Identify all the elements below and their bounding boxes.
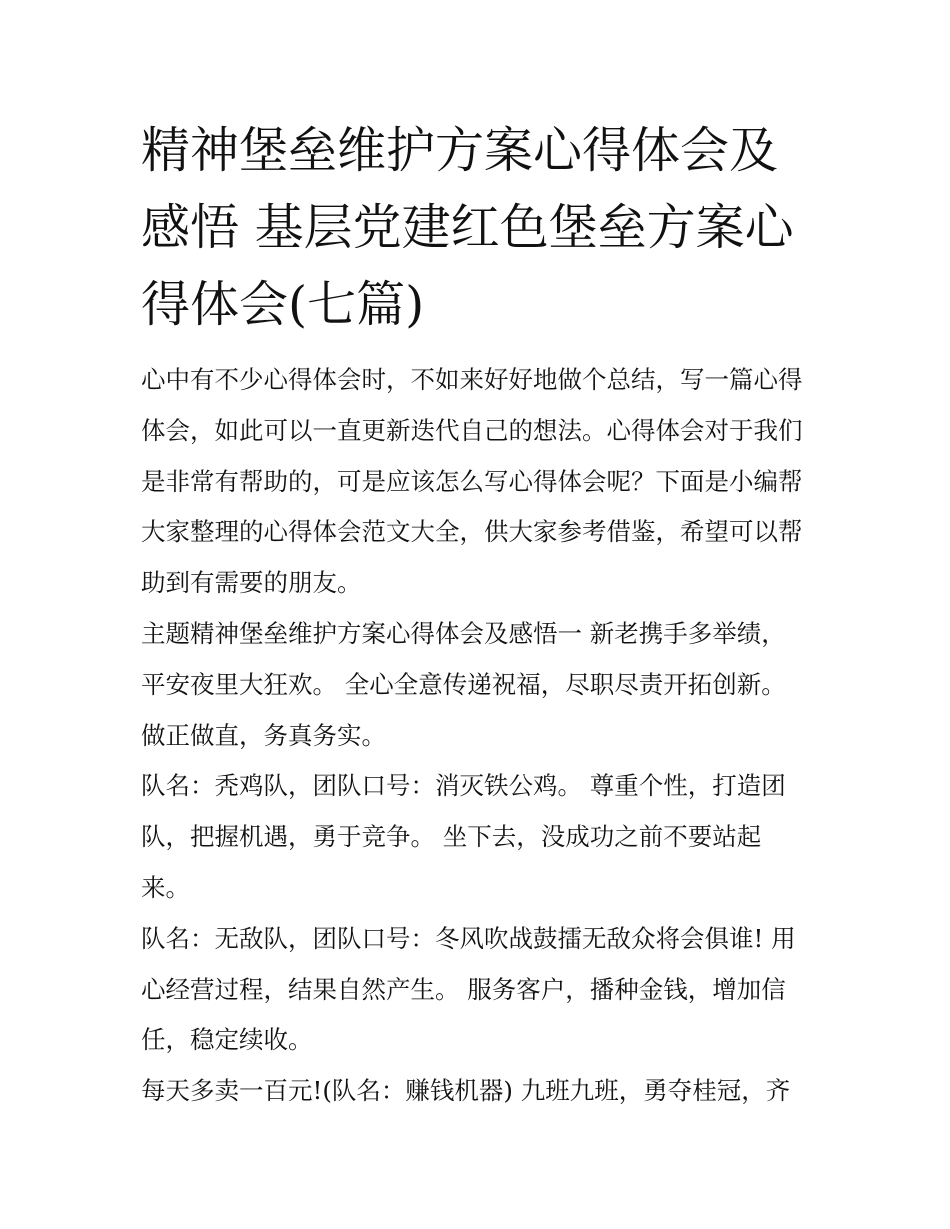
text-line: 每天多卖一百元!(队名：赚钱机器) 九班九班，勇夺桂冠，齐 [141,1076,791,1106]
document-body [141,355,821,1117]
text-line: 任，稳定续收。 [141,1025,313,1055]
team-paragraph [141,914,821,1066]
section-paragraph [141,609,821,761]
text-line: 队，把握机遇，勇于竞争。 坐下去，没成功之前不要站起 [141,822,762,852]
team-paragraph [141,761,821,913]
intro-paragraph [141,355,821,609]
text-line: 助到有需要的朋友。 [141,568,362,598]
document-page [141,112,821,1117]
document-title [141,112,821,343]
title-line: 感悟 基层党建红色堡垒方案心 [141,199,794,256]
text-line: 大家整理的心得体会范文大全，供大家参考借鉴，希望可以帮 [141,517,803,547]
title-line: 得体会(七篇) [141,276,425,333]
text-line: 队名：无敌队，团队口号：冬风吹战鼓擂无敌众将会俱谁! 用 [141,923,796,953]
title-line: 精神堡垒维护方案心得体会及 [141,122,779,179]
text-line: 体会，如此可以一直更新迭代自己的想法。心得体会对于我们 [141,415,803,445]
text-line: 心中有不少心得体会时，不如来好好地做个总结，写一篇心得 [141,365,803,394]
text-line: 做正做直，务真务实。 [141,720,386,750]
team-paragraph [141,1066,821,1117]
text-line: 队名：秃鸡队，团队口号：消灭铁公鸡。 尊重个性，打造团 [141,771,786,801]
text-line: 来。 [141,872,190,902]
text-line: 心经营过程，结果自然产生。 服务客户，播种金钱，增加信 [141,974,786,1004]
text-line: 平安夜里大狂欢。 全心全意传递祝福，尽职尽责开拓创新。 [141,669,786,699]
text-line: 是非常有帮助的，可是应该怎么写心得体会呢？下面是小编帮 [141,466,803,496]
text-line: 主题精神堡垒维护方案心得体会及感悟一 新老携手多举绩， [141,618,786,648]
